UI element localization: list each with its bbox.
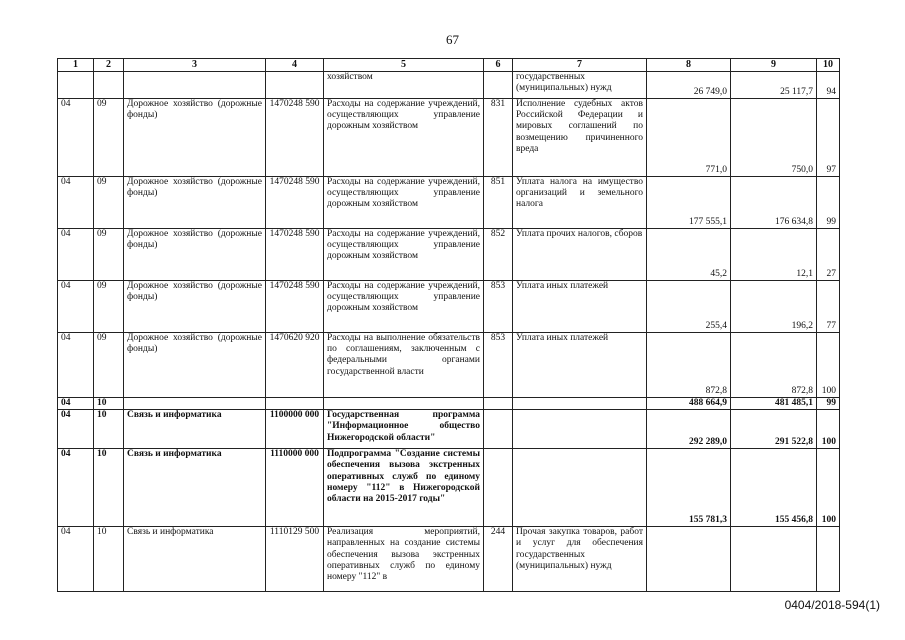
cell-executed: 872,8	[731, 333, 817, 398]
table-row	[58, 398, 840, 410]
cell-subsection: 10	[94, 398, 124, 410]
table-row	[58, 99, 840, 177]
header-col-6: 6	[484, 59, 513, 72]
cell-section: 04	[58, 281, 94, 333]
cell-expense-type-name: Уплата иных платежей	[513, 281, 647, 333]
cell-expense-name: Государственная программа "Информационное общество Нижегородской области"	[324, 410, 484, 449]
cell-percent: 97	[817, 99, 840, 177]
cell-subsection: 10	[94, 449, 124, 527]
cell-target-code	[266, 72, 324, 99]
cell-percent: 27	[817, 229, 840, 281]
cell-expense-type-name	[513, 449, 647, 527]
table-row	[58, 333, 840, 398]
cell-section: 04	[58, 333, 94, 398]
cell-percent: 77	[817, 281, 840, 333]
cell-executed: 291 522,8	[731, 410, 817, 449]
cell-expense-type-name: Уплата иных платежей	[513, 333, 647, 398]
cell-expense-name: хозяйством	[324, 72, 484, 99]
cell-expense-name: Расходы на содержание учреждений, осуществляющих управление дорожным хозяйством	[324, 177, 484, 229]
cell-executed: 176 634,8	[731, 177, 817, 229]
document-code: 0404/2018-594(1)	[784, 598, 880, 612]
header-col-8: 8	[647, 59, 731, 72]
cell-planned: 292 289,0	[647, 410, 731, 449]
cell-percent: 100	[817, 333, 840, 398]
cell-expense-type	[484, 72, 513, 99]
cell-executed: 750,0	[731, 99, 817, 177]
cell-expense-type	[484, 449, 513, 527]
cell-subsection: 10	[94, 410, 124, 449]
budget-table	[57, 58, 840, 592]
cell-percent: 100	[817, 410, 840, 449]
cell-section-name: Дорожное хозяйство (дорожные фонды)	[124, 333, 266, 398]
cell-section	[58, 72, 94, 99]
cell-expense-type-name: Уплата налога на имущество организаций и земельного налога	[513, 177, 647, 229]
table-row	[58, 281, 840, 333]
cell-target-code: 1110129 500	[266, 527, 324, 592]
cell-section: 04	[58, 527, 94, 592]
cell-planned	[647, 527, 731, 592]
cell-percent	[817, 527, 840, 592]
page-number: 67	[446, 32, 459, 47]
cell-expense-type-name	[513, 398, 647, 410]
cell-percent: 94	[817, 72, 840, 99]
cell-executed: 481 485,1	[731, 398, 817, 410]
cell-target-code: 1470248 590	[266, 229, 324, 281]
cell-section-name: Дорожное хозяйство (дорожные фонды)	[124, 177, 266, 229]
cell-section: 04	[58, 398, 94, 410]
table-row	[58, 527, 840, 592]
cell-expense-type-name: Прочая закупка товаров, работ и услуг для обеспечения государственных (муниципальных) нужд	[513, 527, 647, 592]
cell-planned: 771,0	[647, 99, 731, 177]
cell-expense-type: 831	[484, 99, 513, 177]
cell-expense-type: 852	[484, 229, 513, 281]
header-col-10: 10	[817, 59, 840, 72]
cell-expense-type	[484, 410, 513, 449]
cell-executed	[731, 527, 817, 592]
cell-section: 04	[58, 99, 94, 177]
cell-percent: 99	[817, 177, 840, 229]
table-row	[58, 229, 840, 281]
cell-subsection	[94, 72, 124, 99]
header-col-4: 4	[266, 59, 324, 72]
cell-percent: 100	[817, 449, 840, 527]
cell-executed: 12,1	[731, 229, 817, 281]
cell-expense-type-name: Исполнение судебных актов Российской Федерации и мировых соглашений по возмещению причиненного вреда	[513, 99, 647, 177]
header-col-9: 9	[731, 59, 817, 72]
cell-subsection: 09	[94, 333, 124, 398]
header-col-5: 5	[324, 59, 484, 72]
cell-expense-name: Подпрограмма "Создание системы обеспечения вызова экстренных оперативных служб по единому номеру "112" в Нижегородской области на 2015-2017 годы"	[324, 449, 484, 527]
cell-target-code: 1470248 590	[266, 99, 324, 177]
cell-expense-type: 851	[484, 177, 513, 229]
cell-section-name	[124, 72, 266, 99]
cell-expense-name	[324, 398, 484, 410]
header-col-1: 1	[58, 59, 94, 72]
cell-section-name: Дорожное хозяйство (дорожные фонды)	[124, 229, 266, 281]
cell-target-code: 1470248 590	[266, 177, 324, 229]
cell-target-code: 1100000 000	[266, 410, 324, 449]
cell-expense-name: Реализация мероприятий, направленных на создание системы обеспечения вызова экстренных оперативных служб по единому номеру "112" в	[324, 527, 484, 592]
cell-section: 04	[58, 449, 94, 527]
cell-section: 04	[58, 410, 94, 449]
header-col-7: 7	[513, 59, 647, 72]
cell-target-code	[266, 398, 324, 410]
cell-expense-name: Расходы на содержание учреждений, осуществляющих управление дорожным хозяйством	[324, 99, 484, 177]
cell-expense-name: Расходы на выполнение обязательств по соглашениям, заключенным с федеральными органами государственной власти	[324, 333, 484, 398]
cell-expense-name: Расходы на содержание учреждений, осуществляющих управление дорожным хозяйством	[324, 281, 484, 333]
cell-executed: 196,2	[731, 281, 817, 333]
cell-subsection: 09	[94, 99, 124, 177]
cell-section-name	[124, 398, 266, 410]
header-col-3: 3	[124, 59, 266, 72]
cell-section-name: Связь и информатика	[124, 527, 266, 592]
cell-expense-type-name: Уплата прочих налогов, сборов	[513, 229, 647, 281]
cell-target-code: 1110000 000	[266, 449, 324, 527]
cell-section-name: Связь и информатика	[124, 410, 266, 449]
cell-planned: 255,4	[647, 281, 731, 333]
cell-expense-type-name: государственных (муниципальных) нужд	[513, 72, 647, 99]
cell-planned: 488 664,9	[647, 398, 731, 410]
cell-subsection: 09	[94, 177, 124, 229]
table-row	[58, 72, 840, 99]
cell-target-code: 1470620 920	[266, 333, 324, 398]
cell-executed: 155 456,8	[731, 449, 817, 527]
cell-percent: 99	[817, 398, 840, 410]
table-row	[58, 449, 840, 527]
cell-target-code: 1470248 590	[266, 281, 324, 333]
cell-section-name: Связь и информатика	[124, 449, 266, 527]
cell-executed: 25 117,7	[731, 72, 817, 99]
cell-section: 04	[58, 229, 94, 281]
cell-expense-type: 853	[484, 333, 513, 398]
cell-subsection: 09	[94, 229, 124, 281]
table-header-row	[58, 59, 840, 72]
cell-expense-type-name	[513, 410, 647, 449]
cell-expense-type	[484, 398, 513, 410]
cell-expense-type: 853	[484, 281, 513, 333]
header-col-2: 2	[94, 59, 124, 72]
cell-section: 04	[58, 177, 94, 229]
cell-section-name: Дорожное хозяйство (дорожные фонды)	[124, 99, 266, 177]
cell-planned: 45,2	[647, 229, 731, 281]
cell-planned: 155 781,3	[647, 449, 731, 527]
cell-expense-type: 244	[484, 527, 513, 592]
cell-section-name: Дорожное хозяйство (дорожные фонды)	[124, 281, 266, 333]
cell-planned: 177 555,1	[647, 177, 731, 229]
cell-expense-name: Расходы на содержание учреждений, осуществляющих управление дорожным хозяйством	[324, 229, 484, 281]
table-row	[58, 410, 840, 449]
cell-planned: 26 749,0	[647, 72, 731, 99]
table-row	[58, 177, 840, 229]
cell-subsection: 10	[94, 527, 124, 592]
cell-subsection: 09	[94, 281, 124, 333]
table-body	[58, 72, 840, 592]
cell-planned: 872,8	[647, 333, 731, 398]
